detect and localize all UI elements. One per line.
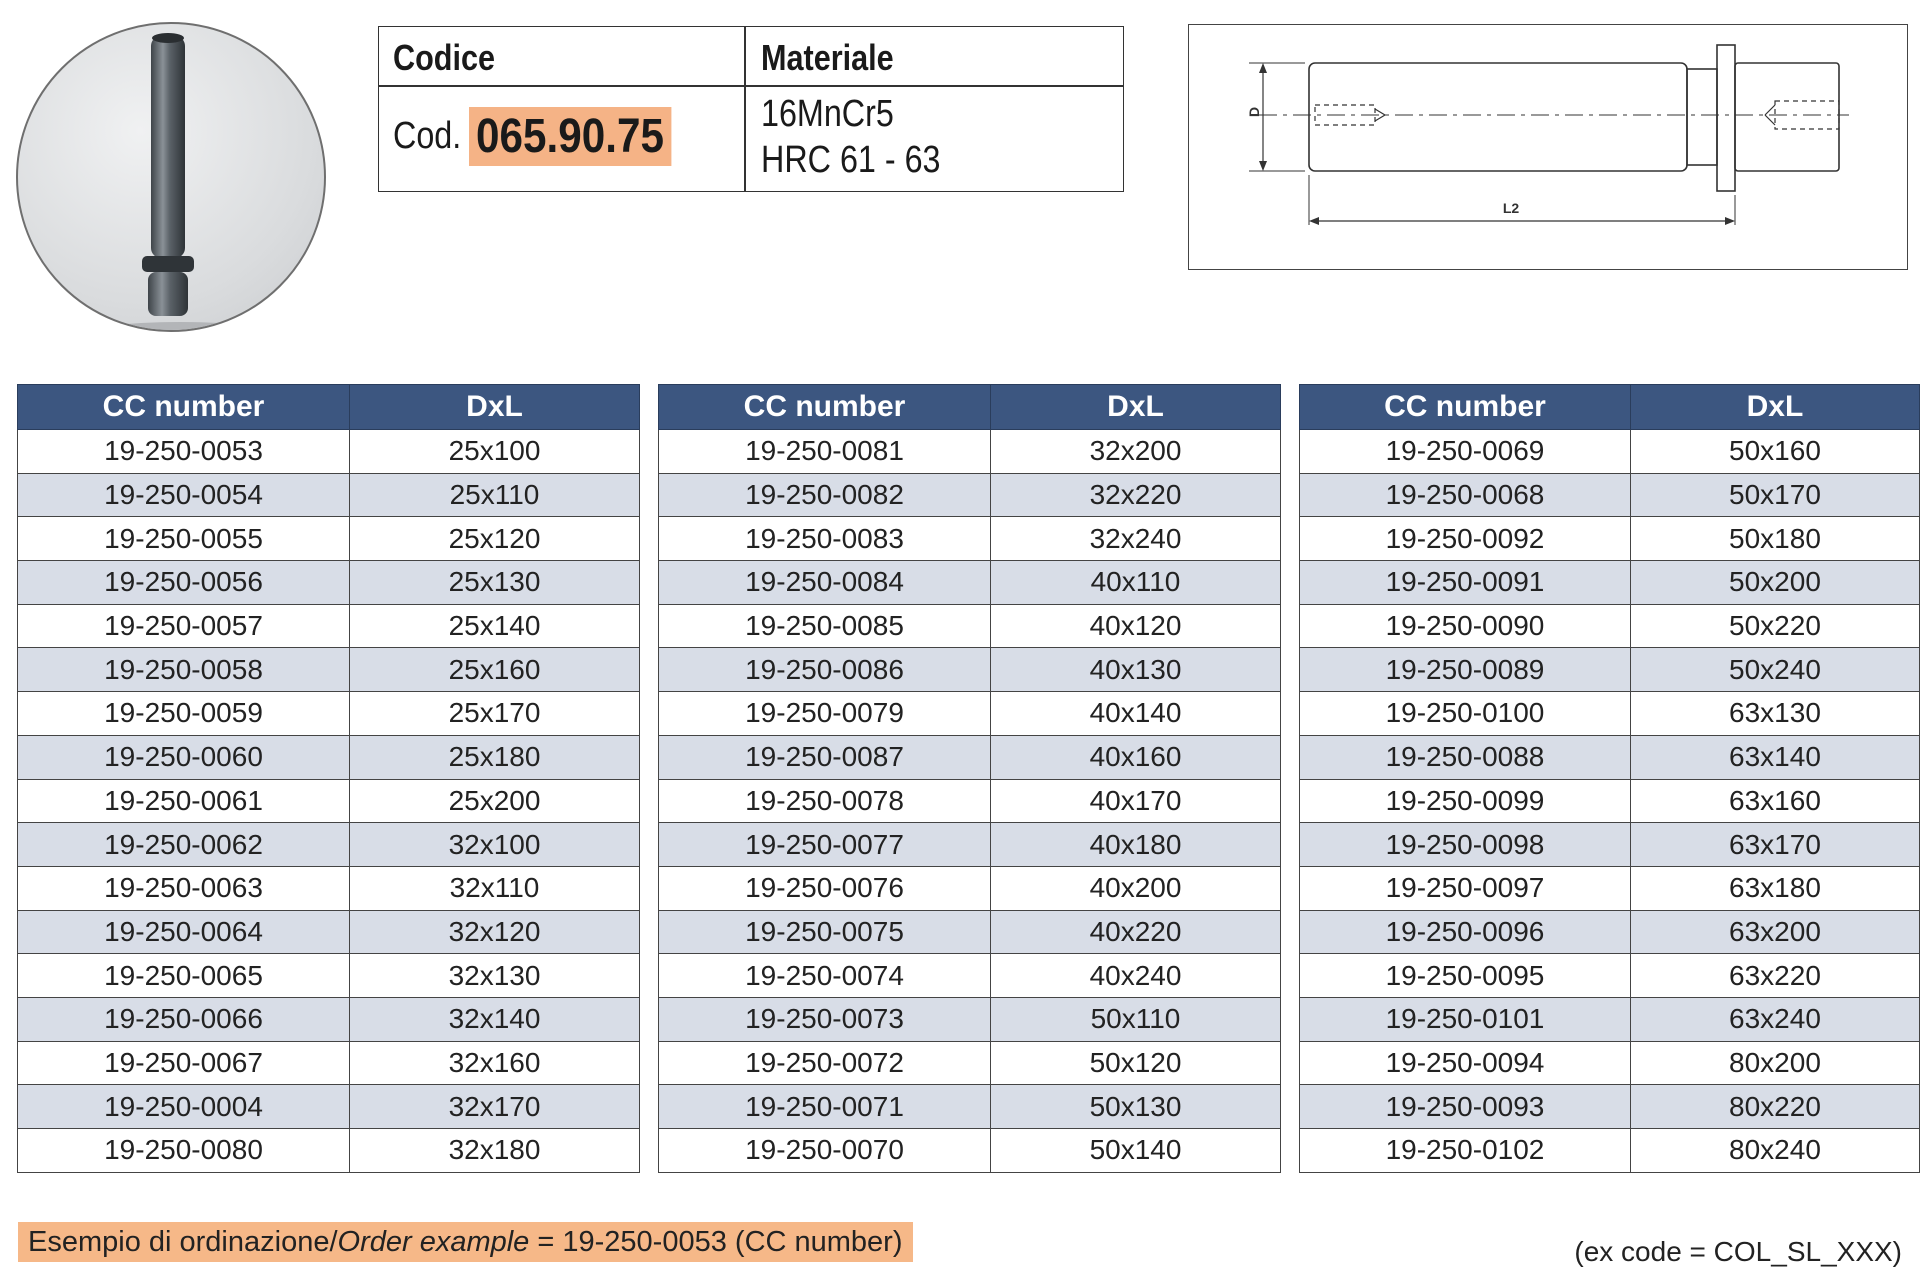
cc-number-cell: 19-250-0067 bbox=[18, 1041, 350, 1085]
cc-number-cell: 19-250-0056 bbox=[18, 561, 350, 605]
table-row bbox=[18, 648, 640, 692]
order-example-italic: Order example bbox=[337, 1226, 530, 1258]
cc-number-cell: 19-250-0090 bbox=[1300, 604, 1631, 648]
table-row bbox=[1300, 779, 1920, 823]
table-row bbox=[18, 430, 640, 474]
dxl-header: DxL bbox=[350, 385, 640, 430]
sizes-table-3 bbox=[1299, 384, 1920, 1173]
cc-number-cell: 19-250-0071 bbox=[659, 1085, 991, 1129]
cc-number-cell: 19-250-0089 bbox=[1300, 648, 1631, 692]
cc-number-cell: 19-250-0094 bbox=[1300, 1041, 1631, 1085]
table-row bbox=[1300, 604, 1920, 648]
dxl-cell: 63x170 bbox=[1630, 823, 1919, 867]
product-code: 065.90.75 bbox=[469, 107, 671, 166]
dxl-cell: 25x160 bbox=[350, 648, 640, 692]
dxl-cell: 32x110 bbox=[350, 866, 640, 910]
cc-number-cell: 19-250-0069 bbox=[1300, 430, 1631, 474]
cc-number-cell: 19-250-0080 bbox=[18, 1129, 350, 1173]
cc-number-cell: 19-250-0098 bbox=[1300, 823, 1631, 867]
table-row bbox=[18, 692, 640, 736]
cc-number-cell: 19-250-0055 bbox=[18, 517, 350, 561]
table-row bbox=[1300, 473, 1920, 517]
table-row bbox=[1300, 735, 1920, 779]
cc-number-header: CC number bbox=[18, 385, 350, 430]
table-row bbox=[659, 997, 1281, 1041]
cc-number-cell: 19-250-0092 bbox=[1300, 517, 1631, 561]
cc-number-cell: 19-250-0058 bbox=[18, 648, 350, 692]
dxl-header: DxL bbox=[991, 385, 1281, 430]
dxl-cell: 63x240 bbox=[1630, 997, 1919, 1041]
dxl-cell: 50x200 bbox=[1630, 561, 1919, 605]
table-row bbox=[18, 823, 640, 867]
table-row bbox=[1300, 517, 1920, 561]
dxl-cell: 63x200 bbox=[1630, 910, 1919, 954]
cc-number-cell: 19-250-0073 bbox=[659, 997, 991, 1041]
cc-number-cell: 19-250-0102 bbox=[1300, 1129, 1631, 1173]
dxl-cell: 40x170 bbox=[991, 779, 1281, 823]
order-example-suffix: = 19-250-0053 (CC number) bbox=[529, 1226, 903, 1258]
cc-number-cell: 19-250-0064 bbox=[18, 910, 350, 954]
table-row bbox=[659, 910, 1281, 954]
dxl-cell: 80x200 bbox=[1630, 1041, 1919, 1085]
table-row bbox=[659, 473, 1281, 517]
table-row bbox=[18, 1041, 640, 1085]
dxl-cell: 25x100 bbox=[350, 430, 640, 474]
table-row bbox=[659, 604, 1281, 648]
cc-number-cell: 19-250-0082 bbox=[659, 473, 991, 517]
technical-drawing bbox=[1188, 24, 1908, 270]
cc-number-header: CC number bbox=[659, 385, 991, 430]
cc-number-cell: 19-250-0086 bbox=[659, 648, 991, 692]
cc-number-cell: 19-250-0093 bbox=[1300, 1085, 1631, 1129]
dxl-cell: 40x180 bbox=[991, 823, 1281, 867]
sizes-table-1 bbox=[17, 384, 640, 1173]
cc-number-cell: 19-250-0083 bbox=[659, 517, 991, 561]
cc-number-cell: 19-250-0075 bbox=[659, 910, 991, 954]
dxl-cell: 50x170 bbox=[1630, 473, 1919, 517]
table-row bbox=[1300, 1129, 1920, 1173]
cc-number-cell: 19-250-0053 bbox=[18, 430, 350, 474]
cc-number-cell: 19-250-0087 bbox=[659, 735, 991, 779]
dxl-header: DxL bbox=[1630, 385, 1919, 430]
dxl-cell: 40x120 bbox=[991, 604, 1281, 648]
cc-number-cell: 19-250-0063 bbox=[18, 866, 350, 910]
length-label: L2 bbox=[1502, 200, 1520, 216]
dxl-cell: 63x140 bbox=[1630, 735, 1919, 779]
dxl-cell: 25x130 bbox=[350, 561, 640, 605]
dxl-cell: 80x240 bbox=[1630, 1129, 1919, 1173]
table-row bbox=[18, 561, 640, 605]
dxl-cell: 50x110 bbox=[991, 997, 1281, 1041]
ex-code-note: (ex code = COL_SL_XXX) bbox=[1574, 1236, 1902, 1267]
cc-number-cell: 19-250-0078 bbox=[659, 779, 991, 823]
dxl-cell: 32x130 bbox=[350, 954, 640, 998]
dxl-cell: 50x240 bbox=[1630, 648, 1919, 692]
cc-number-cell: 19-250-0066 bbox=[18, 997, 350, 1041]
table-row bbox=[1300, 692, 1920, 736]
cc-number-cell: 19-250-0068 bbox=[1300, 473, 1631, 517]
cc-number-header: CC number bbox=[1300, 385, 1631, 430]
cc-number-cell: 19-250-0060 bbox=[18, 735, 350, 779]
cc-number-cell: 19-250-0004 bbox=[18, 1085, 350, 1129]
dxl-cell: 32x200 bbox=[991, 430, 1281, 474]
dxl-cell: 32x140 bbox=[350, 997, 640, 1041]
table-row bbox=[18, 517, 640, 561]
materiale-heading: Materiale bbox=[761, 37, 894, 78]
sizes-table-2 bbox=[658, 384, 1281, 1173]
table-row bbox=[18, 866, 640, 910]
dxl-cell: 32x240 bbox=[991, 517, 1281, 561]
dxl-cell: 32x100 bbox=[350, 823, 640, 867]
table-row bbox=[659, 517, 1281, 561]
table-row bbox=[659, 648, 1281, 692]
cc-number-cell: 19-250-0079 bbox=[659, 692, 991, 736]
table-row bbox=[1300, 561, 1920, 605]
table-row bbox=[18, 1085, 640, 1129]
dxl-cell: 32x120 bbox=[350, 910, 640, 954]
material-hardness: HRC 61 - 63 bbox=[761, 139, 941, 181]
cc-number-cell: 19-250-0091 bbox=[1300, 561, 1631, 605]
dxl-cell: 40x130 bbox=[991, 648, 1281, 692]
table-row bbox=[18, 1129, 640, 1173]
table-row bbox=[18, 910, 640, 954]
table-row bbox=[659, 561, 1281, 605]
dxl-cell: 40x160 bbox=[991, 735, 1281, 779]
dxl-cell: 50x140 bbox=[991, 1129, 1281, 1173]
cc-number-cell: 19-250-0059 bbox=[18, 692, 350, 736]
table-row bbox=[659, 430, 1281, 474]
table-row bbox=[659, 779, 1281, 823]
codice-heading: Codice bbox=[393, 37, 496, 78]
table-row bbox=[659, 1129, 1281, 1173]
cc-number-cell: 19-250-0062 bbox=[18, 823, 350, 867]
cc-number-cell: 19-250-0076 bbox=[659, 866, 991, 910]
dxl-cell: 25x110 bbox=[350, 473, 640, 517]
dxl-cell: 63x180 bbox=[1630, 866, 1919, 910]
dxl-cell: 63x130 bbox=[1630, 692, 1919, 736]
table-row bbox=[659, 1041, 1281, 1085]
cc-number-cell: 19-250-0099 bbox=[1300, 779, 1631, 823]
dxl-cell: 50x180 bbox=[1630, 517, 1919, 561]
table-row bbox=[1300, 823, 1920, 867]
cc-number-cell: 19-250-0084 bbox=[659, 561, 991, 605]
dxl-cell: 32x160 bbox=[350, 1041, 640, 1085]
dxl-cell: 40x220 bbox=[991, 910, 1281, 954]
dxl-cell: 80x220 bbox=[1630, 1085, 1919, 1129]
cc-number-cell: 19-250-0088 bbox=[1300, 735, 1631, 779]
table-row bbox=[18, 954, 640, 998]
table-row bbox=[659, 692, 1281, 736]
table-row bbox=[18, 735, 640, 779]
order-example-prefix: Esempio di ordinazione/ bbox=[28, 1226, 338, 1258]
table-row bbox=[1300, 954, 1920, 998]
dxl-cell: 25x120 bbox=[350, 517, 640, 561]
code-material-box bbox=[378, 26, 1124, 192]
dxl-cell: 32x180 bbox=[350, 1129, 640, 1173]
dxl-cell: 40x140 bbox=[991, 692, 1281, 736]
table-row bbox=[18, 604, 640, 648]
cod-prefix: Cod. bbox=[393, 115, 462, 157]
dxl-cell: 40x110 bbox=[991, 561, 1281, 605]
material-name: 16MnCr5 bbox=[761, 93, 894, 135]
dxl-cell: 25x140 bbox=[350, 604, 640, 648]
table-row bbox=[659, 1085, 1281, 1129]
table-row bbox=[18, 779, 640, 823]
cc-number-cell: 19-250-0096 bbox=[1300, 910, 1631, 954]
order-example bbox=[18, 1222, 913, 1262]
table-row bbox=[1300, 910, 1920, 954]
table-row bbox=[1300, 997, 1920, 1041]
product-photo bbox=[16, 22, 326, 332]
dxl-cell: 40x200 bbox=[991, 866, 1281, 910]
table-row bbox=[1300, 1041, 1920, 1085]
dxl-cell: 63x160 bbox=[1630, 779, 1919, 823]
dxl-cell: 40x240 bbox=[991, 954, 1281, 998]
table-row bbox=[18, 997, 640, 1041]
cc-number-cell: 19-250-0095 bbox=[1300, 954, 1631, 998]
table-row bbox=[659, 866, 1281, 910]
cc-number-cell: 19-250-0061 bbox=[18, 779, 350, 823]
cc-number-cell: 19-250-0057 bbox=[18, 604, 350, 648]
dxl-cell: 32x220 bbox=[991, 473, 1281, 517]
dxl-cell: 63x220 bbox=[1630, 954, 1919, 998]
cc-number-cell: 19-250-0077 bbox=[659, 823, 991, 867]
dxl-cell: 25x170 bbox=[350, 692, 640, 736]
cc-number-cell: 19-250-0101 bbox=[1300, 997, 1631, 1041]
cc-number-cell: 19-250-0074 bbox=[659, 954, 991, 998]
table-row bbox=[659, 735, 1281, 779]
dxl-cell: 50x120 bbox=[991, 1041, 1281, 1085]
dxl-cell: 50x160 bbox=[1630, 430, 1919, 474]
dxl-cell: 25x200 bbox=[350, 779, 640, 823]
diameter-label: D bbox=[1246, 106, 1262, 117]
cc-number-cell: 19-250-0070 bbox=[659, 1129, 991, 1173]
table-row bbox=[18, 473, 640, 517]
dxl-cell: 50x220 bbox=[1630, 604, 1919, 648]
table-row bbox=[659, 823, 1281, 867]
cc-number-cell: 19-250-0100 bbox=[1300, 692, 1631, 736]
cc-number-cell: 19-250-0085 bbox=[659, 604, 991, 648]
dxl-cell: 32x170 bbox=[350, 1085, 640, 1129]
dxl-cell: 50x130 bbox=[991, 1085, 1281, 1129]
table-row bbox=[1300, 430, 1920, 474]
cc-number-cell: 19-250-0097 bbox=[1300, 866, 1631, 910]
table-row bbox=[1300, 866, 1920, 910]
table-row bbox=[659, 954, 1281, 998]
table-row bbox=[1300, 648, 1920, 692]
cc-number-cell: 19-250-0065 bbox=[18, 954, 350, 998]
table-row bbox=[1300, 1085, 1920, 1129]
cc-number-cell: 19-250-0072 bbox=[659, 1041, 991, 1085]
dxl-cell: 25x180 bbox=[350, 735, 640, 779]
cc-number-cell: 19-250-0081 bbox=[659, 430, 991, 474]
cc-number-cell: 19-250-0054 bbox=[18, 473, 350, 517]
